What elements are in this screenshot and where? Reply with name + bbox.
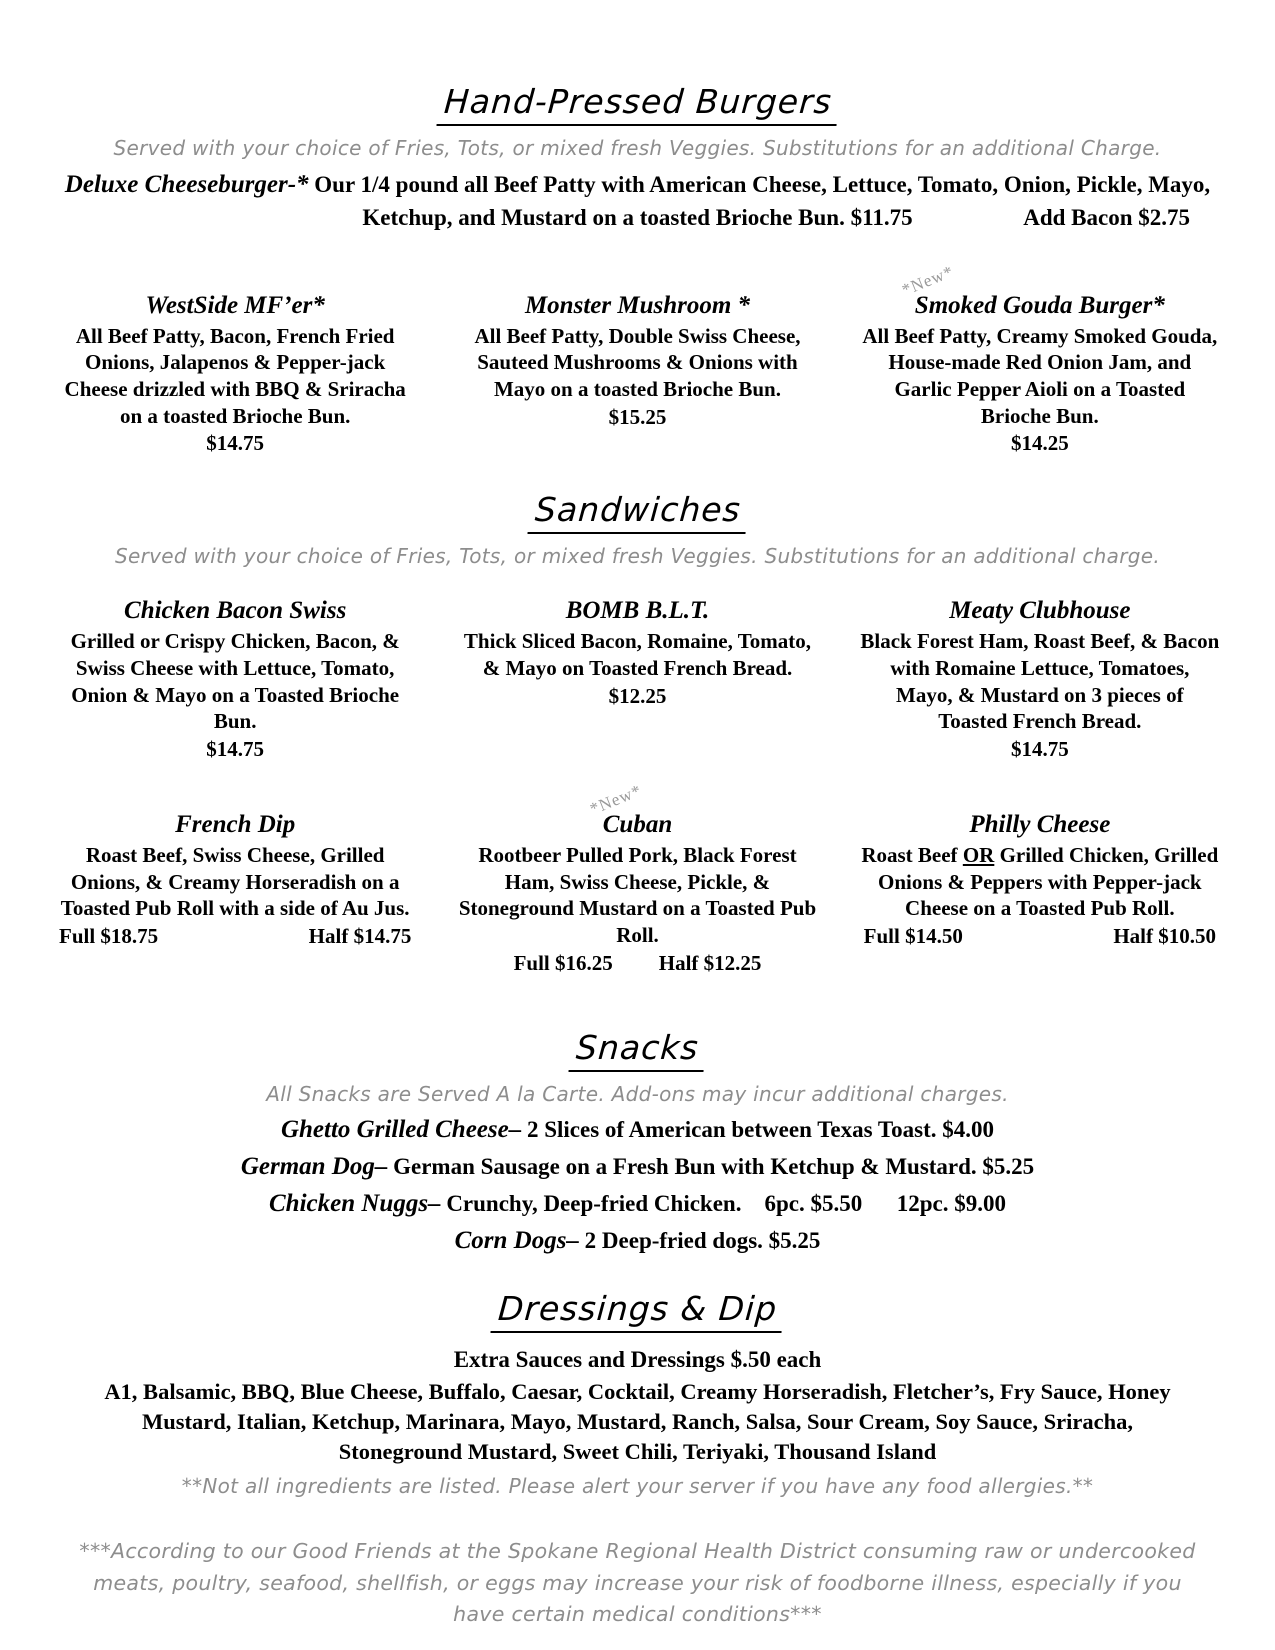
item-price: $14.75 [206, 737, 265, 762]
item-description: Crunchy, Deep-fried Chicken. 6pc. $5.50 12pc. $9.00 [440, 1190, 1006, 1216]
section-title-burgers [55, 82, 1220, 126]
menu-item-chicken-nuggs [55, 1190, 1220, 1218]
menu-item-bomb-blt [457, 596, 817, 762]
item-description: 2 Slices of American between Texas Toast. $4.00 [521, 1116, 995, 1142]
price-row [457, 951, 817, 976]
dressings-list: A1, Balsamic, BBQ, Blue Cheese, Buffalo, Caesar, Cocktail, Creamy Horseradish, Fletcher’s, Fry Sauce, Honey Mustard, Italian, Ketchup, Marinara, Mayo, Mustard, Ranch, Salsa, Sour Cream, Soy Sauce, Sriracha, Stoneground Mustard, Sweet Chili, Teriyaki, Thousand Island [104, 1378, 1171, 1465]
menu-item-german-dog [55, 1153, 1220, 1181]
description-post: Grilled Chicken, Grilled Onions & Peppers with Pepper-jack Cheese on a Toasted Pub Roll. [878, 843, 1219, 921]
menu-item-smoked-gouda-burger [860, 261, 1220, 457]
menu-item-westside-mfer [55, 291, 415, 457]
item-name: Monster Mushroom * [524, 291, 751, 319]
item-price: $14.75 [206, 431, 265, 456]
item-name: BOMB B.L.T. [565, 597, 710, 625]
item-name [898, 261, 1165, 321]
section-title-dressings [55, 1289, 1220, 1333]
menu-item-deluxe-cheeseburger [55, 168, 1220, 233]
menu-item-chicken-bacon-swiss [55, 596, 415, 762]
price-row [860, 924, 1220, 949]
dressings-title-text: Dressings & Dip [490, 1289, 784, 1333]
sandwich-grid-row1 [55, 596, 1220, 762]
price-row [55, 924, 415, 949]
burgers-subtitle: Served with your choice of Fries, Tots, or mixed fresh Veggies. Substitutions for an additional Charge. [113, 136, 1162, 160]
item-description: German Sausage on a Fresh Bun with Ketchup & Mustard. $5.25 [387, 1153, 1035, 1179]
new-badge: *New* [586, 780, 645, 819]
health-footnote: ***According to our Good Friends at the Spokane Regional Health District consuming raw or undercooked meats, poultry, seafood, shellfish, or eggs may increase your risk of foodborne illness, especially if you have certain medical conditions*** [79, 1538, 1196, 1627]
item-name: Philly Cheese [969, 811, 1111, 839]
half-price: Half $12.25 [658, 950, 762, 975]
item-price: $14.75 [1010, 737, 1069, 762]
item-description: Rootbeer Pulled Pork, Black Forest Ham, Swiss Cheese, Pickle, & Stoneground Mustard on a Toasted Pub Roll. [458, 843, 817, 948]
new-badge: *New* [898, 261, 957, 300]
item-price: $14.25 [1010, 431, 1069, 456]
item-description: Roast Beef, Swiss Cheese, Grilled Onions, & Creamy Horseradish on a Toasted Pub Roll with a side of Au Jus. [60, 843, 410, 921]
item-addon-price: Add Bacon $2.75 [1023, 204, 1190, 230]
snack-list [55, 1116, 1220, 1255]
burger-grid [55, 261, 1220, 457]
item-description: All Beef Patty, Bacon, French Fried Onions, Jalapenos & Pepper-jack Cheese drizzled with BBQ & Sriracha on a toasted Brioche Bun. [64, 323, 406, 428]
item-description: Thick Sliced Bacon, Romaine, Tomato, & Mayo on Toasted French Bread. [463, 629, 812, 681]
item-description: 2 Deep-fried dogs. $5.25 [578, 1227, 821, 1253]
sandwiches-subtitle: Served with your choice of Fries, Tots, or mixed fresh Veggies. Substitutions for an additional charge. [115, 544, 1160, 569]
menu-item-monster-mushroom [457, 291, 817, 457]
item-description [860, 842, 1220, 922]
sandwich-grid-row2 [55, 780, 1220, 976]
section-title-snacks [55, 1028, 1220, 1072]
menu-item-cuban [457, 780, 817, 976]
menu-item-ghetto-grilled-cheese [55, 1116, 1220, 1144]
item-name: German Dog– [240, 1152, 388, 1180]
item-description: Grilled or Crispy Chicken, Bacon, & Swiss Cheese with Lettuce, Tomato, Onion & Mayo on a Toasted Brioche Bun. [70, 629, 400, 734]
half-price: Half $14.75 [308, 924, 412, 949]
half-price: Half $10.50 [1113, 924, 1216, 949]
item-description: Black Forest Ham, Roast Beef, & Bacon with Romaine Lettuce, Tomatoes, Mayo, & Mustard on 3 pieces of Toasted French Bread. [860, 629, 1220, 734]
allergy-footnote: **Not all ingredients are listed. Please alert your server if you have any food allergies.** [181, 1473, 1094, 1498]
item-price: $12.25 [608, 683, 667, 708]
item-name: WestSide MF’er* [145, 291, 325, 319]
or-emphasis: OR [962, 843, 995, 868]
description-pre: Roast Beef [861, 843, 963, 868]
item-price: $15.25 [608, 404, 667, 429]
full-price: Full $16.25 [513, 950, 613, 975]
item-description: All Beef Patty, Double Swiss Cheese, Sauteed Mushrooms & Onions with Mayo on a toasted Brioche Bun. [474, 323, 801, 402]
full-price: Full $14.50 [863, 924, 963, 949]
snacks-title-text: Snacks [569, 1028, 707, 1072]
item-name: Chicken Nuggs– [269, 1189, 441, 1217]
section-title-sandwiches [55, 490, 1220, 534]
menu-item-french-dip [55, 810, 415, 976]
item-description: Our 1/4 pound all Beef Patty with American Cheese, Lettuce, Tomato, Onion, Pickle, Mayo, Ketchup, and Mustard on a toasted Brioche Bun. [314, 172, 1211, 230]
item-name-text: Cuban [602, 811, 673, 839]
item-name: French Dip [175, 811, 296, 839]
item-name: Deluxe Cheeseburger-* [64, 171, 309, 198]
item-name: Meaty Clubhouse [949, 597, 1131, 625]
item-name: Chicken Bacon Swiss [124, 597, 347, 625]
item-price: $11.75 [850, 204, 913, 230]
sandwiches-title-text: Sandwiches [527, 490, 748, 534]
item-name: Ghetto Grilled Cheese– [280, 1115, 522, 1143]
menu-item-meaty-clubhouse [860, 596, 1220, 762]
item-name: Corn Dogs– [454, 1226, 579, 1254]
burgers-title-text: Hand-Pressed Burgers [436, 82, 839, 126]
menu-item-philly-cheese [860, 810, 1220, 976]
item-description: All Beef Patty, Creamy Smoked Gouda, House-made Red Onion Jam, and Garlic Pepper Aioli on a Toasted Brioche Bun. [862, 323, 1218, 428]
item-name [586, 780, 673, 840]
full-price: Full $18.75 [59, 924, 159, 949]
snacks-subtitle: All Snacks are Served A la Carte. Add-ons may incur additional charges. [266, 1081, 1009, 1106]
menu-item-corn-dogs [55, 1227, 1220, 1255]
item-name-text: Smoked Gouda Burger* [914, 291, 1165, 319]
dressings-subtitle: Extra Sauces and Dressings $.50 each [453, 1346, 822, 1372]
